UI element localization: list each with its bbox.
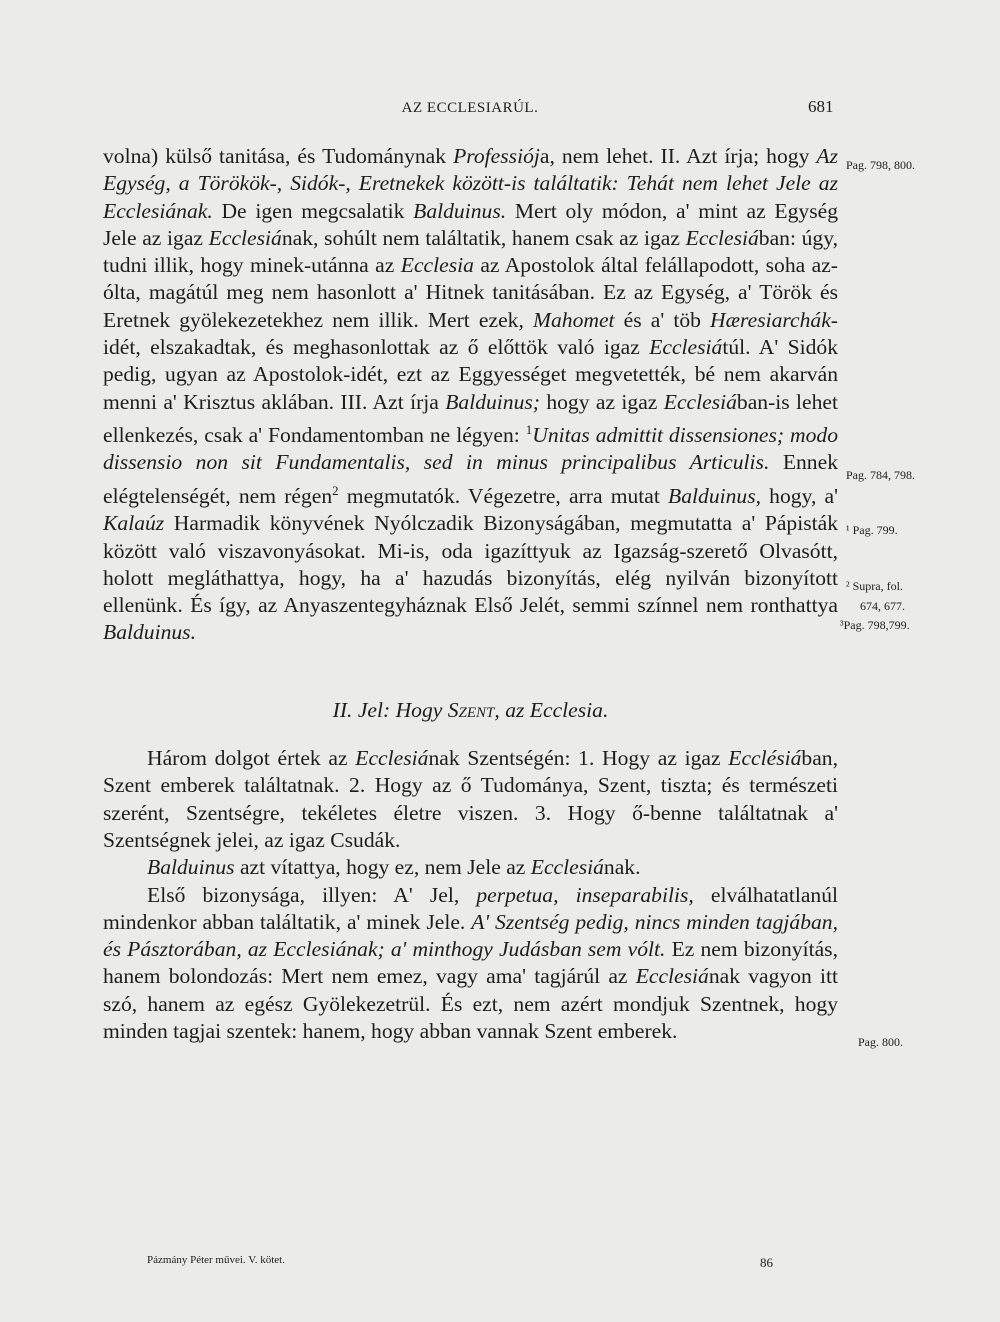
- text-run: -idét, elszakadtak, és meghasonlottak az ő előttök való igaz: [103, 307, 838, 360]
- margin-note: Pag. 798, 800.: [846, 158, 915, 172]
- heading-smallcaps: Szent,: [447, 697, 500, 722]
- text-run: nak vagyon itt szó, hanem az egész Gyölekezetrül. És ezt, nem azért mondjuk Szentnek, hogy minden tagjai szentek: hanem, hogy abban vannak Szent emberek.: [103, 964, 838, 1043]
- section-heading: [103, 697, 838, 724]
- text-run: hogy, a': [761, 483, 838, 508]
- italic-run: Balduinus;: [445, 389, 540, 414]
- italic-run: Professiój: [453, 144, 540, 168]
- text-run: volna) külső tanitása, és Tudománynak: [103, 144, 454, 168]
- italic-run: Ecclesiá: [663, 389, 737, 414]
- footer-signature: 86: [760, 1255, 773, 1270]
- italic-run: Unitas admittit dissensiones; modo dissensio non sit Fundamentalis, sed in minus principalibus Articulis.: [103, 423, 838, 475]
- text-run: Három dolgot értek az: [147, 746, 356, 771]
- text-run: Első bizonysága, illyen: A' Jel,: [147, 882, 477, 907]
- italic-run: Ecclesiá: [208, 225, 282, 250]
- italic-run: Az Egység, a Törökök-, Sidók-, Eretnekek között-is találtatik: Tehát nem lehet Jele az Ecclesiának.: [103, 144, 839, 223]
- page-number: 681: [808, 97, 834, 116]
- italic-run: Hæresiarchák: [710, 307, 831, 332]
- text-run: Ennek elégtelenségét, nem régen: [103, 450, 838, 508]
- italic-run: Ecclesiá: [355, 746, 429, 771]
- text-run: elválhatatlanúl mindenkor abban találtatik, a' minek Jele.: [103, 882, 838, 934]
- margin-note: ¹ Pag. 799.: [846, 523, 898, 537]
- text-run: túl. A' Sidók pedig, ugyan az Apostolok-idét, ezt az Eggyességet megvetették, bé nem akarván menni a' Krisztus aklában. III. Azt írja: [103, 335, 839, 414]
- paragraph-1: [103, 143, 838, 647]
- heading-rest: az Ecclesia.: [499, 697, 609, 722]
- italic-run: Balduinus.: [103, 620, 196, 645]
- text-run: ban-is lehet ellenkezés, csak a' Fondamentomban ne légyen:: [103, 389, 839, 448]
- text-run: nak, sohúlt nem találtatik, hanem csak az igaz: [281, 225, 686, 250]
- footnote-marker: 2: [332, 482, 339, 498]
- text-run: ban: úgy, tudni illik, hogy minek-utánna az: [103, 225, 838, 278]
- paragraph-3: [103, 854, 838, 881]
- italic-run: Balduinus.: [413, 198, 507, 223]
- body-text: [103, 143, 838, 1045]
- margin-note: Pag. 784, 798.: [846, 468, 915, 482]
- text-run: megmutatók. Végezetre, arra mutat: [338, 483, 669, 508]
- text-run: ban, Szent emberek találtatnak. 2. Hogy az ő Tudománya, Szent, tiszta; és természeti szerént, Szentségre, tekéletes életre viszen. 3. Hogy ő-benne találtatnak a' Szentségnek jelei, az igaz Csudák.: [103, 746, 838, 852]
- italic-run: Ecclésiá: [728, 746, 802, 771]
- italic-run: Ecclesiá: [685, 225, 759, 250]
- footer-volume: Pázmány Péter művei. V. kötet.: [147, 1254, 285, 1266]
- text-run: és a' töb: [614, 307, 711, 332]
- text-run: Mert oly módon, a' mint az Egység Jele az igaz: [103, 198, 838, 250]
- italic-run: Kalaúz: [103, 511, 165, 536]
- italic-run: Ecclesiá: [530, 855, 604, 880]
- italic-run: Ecclesiá: [649, 335, 723, 360]
- margin-note: Pag. 800.: [858, 1035, 903, 1049]
- running-header: AZ ECCLESIARÚL.: [401, 100, 539, 116]
- text-run: nak Szentségén: 1. Hogy az igaz: [428, 746, 729, 771]
- margin-note: ² Supra, fol.: [846, 579, 903, 593]
- text-run: hogy az igaz: [539, 389, 664, 414]
- margin-note: ³Pag. 798,799.: [840, 618, 910, 632]
- italic-run: Ecclesia: [400, 253, 474, 278]
- footnote-marker: 1: [525, 421, 533, 437]
- text-run: azt vítattya, hogy ez, nem Jele az: [234, 855, 531, 880]
- text-run: Harmadik könyvének Nyólczadik Bizonyságában, megmutatta a' Pápisták között való viszavonyásokat. Mi-is, oda igazíttyuk az Igazság-szerető Olvasótt, holott megláthattya, hogy, ha a' hazudás bizonyítás, elég nyilván bizonyított ellenünk. És így, az Anyaszentegyháznak Első Jelét, semmi színnel nem ronthattya: [103, 511, 838, 618]
- italic-run: Mahomet: [532, 307, 615, 332]
- italic-run: Balduinus: [147, 855, 235, 880]
- paragraph-2: [103, 745, 838, 854]
- italic-run: perpetua, inseparabilis,: [476, 882, 694, 907]
- text-run: Ez nem bizonyítás, hanem bolondozás: Mert nem emez, vagy ama' tagjárúl az: [103, 937, 838, 989]
- text-run: az Apostolok által felállapodott, soha az-ólta, magátúl meg nem hasonlott a' Hitnek tanitásában. Ez az Egység, a' Török és Eretnek gyölekezetekhez nem illik. Mert ezek,: [103, 253, 839, 332]
- italic-run: A' Szentség pedig, nincs minden tagjában, és Pásztorában, az Ecclesiának; a' minthogy Judásban sem vólt.: [103, 909, 838, 962]
- paragraph-4: [103, 882, 838, 1046]
- text-run: nak.: [603, 855, 641, 880]
- italic-run: Ecclesiá: [635, 964, 709, 989]
- margin-note: 674, 677.: [860, 599, 905, 613]
- italic-run: Balduinus,: [668, 483, 762, 508]
- text-run: De igen megcsalatik: [212, 198, 414, 223]
- heading-text: II. Jel: Hogy: [332, 697, 448, 722]
- text-run: a, nem lehet. II. Azt írja; hogy: [539, 144, 817, 168]
